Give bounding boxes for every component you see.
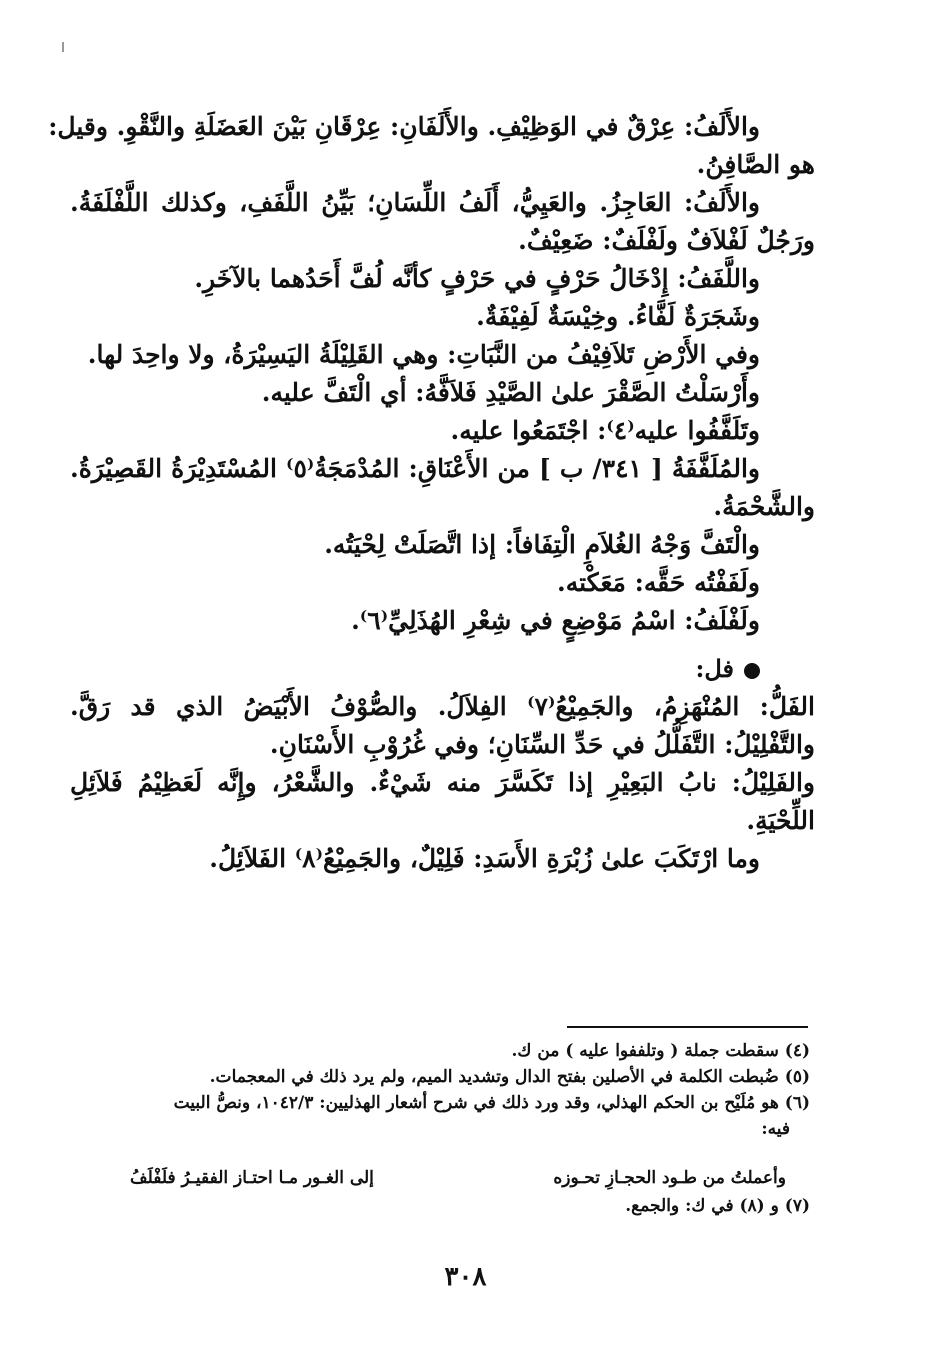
text-line: وما ارْتَكَبَ علىٰ زُبْرَةِ الأَسَدِ: فَلِيْلٌ، والجَمِيْعُ⁽٨⁾ الفَلاَئِلُ. (209, 844, 760, 873)
text-line: ورَجُلٌ لَفْلاَفٌ ولَفْلَفٌ: ضَعِيْفٌ. (518, 226, 815, 255)
section-heading (70, 650, 815, 688)
text-line: الفَلُّ: المُنْهَزِمُ، والجَمِيْعُ⁽٧⁾ الفِلاَلُ. والصُّوْفُ الأَبْيَضُ الذي قد رَقَّ. (70, 692, 815, 721)
footnote-divider (567, 1026, 808, 1028)
footnote: (٤) سقطت جملة ( وتلففوا عليه ) من ك. (511, 1041, 810, 1061)
footnote: (٧) و (٨) في ك: والجمع. (625, 1196, 810, 1216)
verse-hemistich-1: وأعملتُ من طـود الحجـازِ تحـوزه (553, 1168, 786, 1188)
margin-mark (62, 42, 64, 52)
text-line: واللَّفَفُ: إِدْخَالُ حَرْفٍ في حَرْفٍ كأنَّه لُفَّ أَحَدُهما بالآخَرِ. (194, 264, 760, 293)
text-line: والْتَفَّ وَجْهُ الغُلاَمِ الْتِفَافاً: إذا اتَّصَلَتْ لِحْيَتُه. (324, 530, 760, 559)
main-text (48, 108, 815, 878)
bullet-icon (744, 663, 760, 679)
text-line: ولَفَفْتُه حَقَّه: مَعَكْته. (557, 568, 760, 597)
section-heading-label: فل: (695, 654, 734, 683)
text-line: وأَرْسَلْتُ الصَّقْرَ علىٰ الصَّيْدِ فَلاَفَّهُ: أي الْتَفَّ عليه. (261, 378, 760, 407)
text-line: ولَفْلَفُ: اسْمُ مَوْضِعٍ في شِعْرِ الهُذَلِيِّ⁽٦⁾. (351, 606, 760, 635)
poetry-verse (130, 1168, 810, 1196)
footnote: (٥) ضُبطت الكلمة في الأصلين بفتح الدال وتشديد الميم، ولم يرد ذلك في المعجمات. (209, 1067, 810, 1087)
footnote: (٦) هو مُلَيْح بن الحكم الهذلي، وقد ورد ذلك في شرح أشعار الهذليين: ١٠٤٢/٣، ونصُّ البيت (173, 1093, 810, 1113)
text-line: اللِّحْيَةِ. (746, 806, 815, 835)
page-number: ٣٠٨ (444, 1262, 487, 1292)
text-line: والأَلَفُ: العَاجِزُ. والعَيِيُّ، أَلَفُ اللِّسَانِ؛ بَيِّنُ اللَّفَفِ، وكذلك اللَّفْلَفَةُ. (70, 188, 760, 217)
text-line: والتَّفْلِيْلُ: التَّفَلُّلُ في حَدِّ السِّنَانِ؛ وفي غُرُوْبِ الأَسْنَانِ. (269, 730, 815, 759)
text-line: وشَجَرَةٌ لَفَّاءُ. وخِيْسَةٌ لَفِيْفَةٌ. (476, 302, 760, 331)
text-line: وفي الأَرْضِ تَلاَفِيْفُ من النَّبَاتِ: وهي القَلِيْلَةُ اليَسِيْرَةُ، ولا واحِدَ لها. (87, 340, 760, 369)
text-line: والشَّحْمَةُ. (713, 492, 815, 521)
text-line: هو الصَّافِنُ. (696, 150, 815, 179)
footnotes (110, 1038, 810, 1142)
text-line: والمُلَفَّفَةُ [ ٣٤١/ ب ] من الأَعْنَاقِ: المُدْمَجَةُ⁽٥⁾ المُسْتَدِيْرَةُ القَصِيْرَةُ. (70, 454, 760, 483)
text-line: وتَلَفَّفُوا عليه⁽٤⁾: اجْتَمَعُوا عليه. (450, 416, 760, 445)
text-line: والأَلَفُ: عِرْقٌ في الوَظِيْفِ. والأَلَفَانِ: عِرْقَانِ بَيْنَ العَضَلَةِ والنَّقْوِ. وقيل: (48, 112, 760, 141)
footnote-continuation: فيه: (761, 1119, 790, 1139)
verse-hemistich-2: إلى الغـور مـا احتـاز الفقيـرُ فلَفْلَفُ (130, 1168, 374, 1188)
text-line: والفَلِيْلُ: نابُ البَعِيْرِ إذا تَكَسَّرَ منه شَيْءٌ. والشَّعْرُ، وإِنَّه لَعَظِيْمُ فَلاَئِلِ (70, 768, 815, 797)
